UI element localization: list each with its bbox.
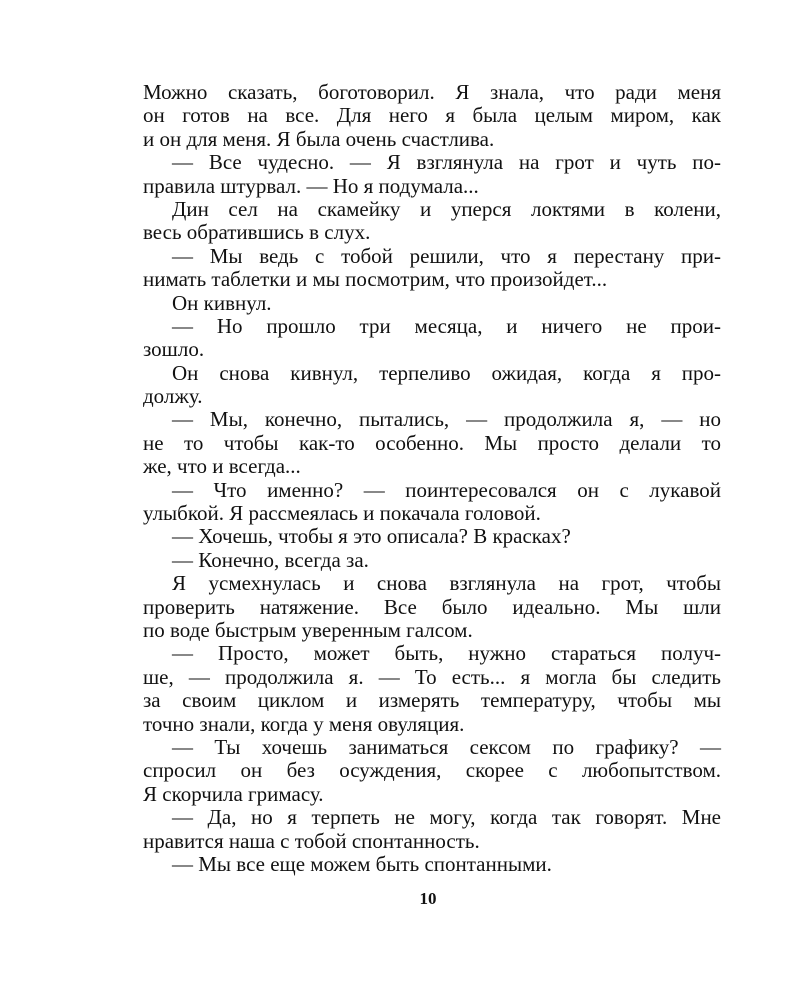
text-line: нравится наша с тобой спонтанность. <box>143 828 480 853</box>
text-line: по воде быстрым уверенным галсом. <box>143 617 473 642</box>
text-line: Можно сказать, боготоворил. Я знала, что ради меня <box>143 80 721 104</box>
text-line: — Что именно? — поинтересовался он с лукавой <box>172 477 721 502</box>
text-line: — Мы все еще можем быть спонтанными. <box>172 851 552 876</box>
text-line: за своим циклом и измерять температуру, чтобы мы <box>143 688 721 713</box>
text-line: спросил он без осуждения, скорее с любопытством. <box>143 758 721 783</box>
text-line: — Конечно, всегда за. <box>172 547 369 572</box>
text-line: — Мы ведь с тобой решили, что я перестану при- <box>172 243 721 268</box>
text-line: Я усмехнулась и снова взглянула на грот, чтобы <box>172 571 721 596</box>
page-number: 10 <box>419 889 437 908</box>
text-line: он готов на все. Для него я была целым миром, как <box>143 103 721 128</box>
text-line: — Но прошло три месяца, и ничего не прои- <box>172 313 721 338</box>
text-line: — Все чудесно. — Я взглянула на грот и чуть по- <box>172 150 721 175</box>
text-line: — Ты хочешь заниматься сексом по графику? — <box>172 734 721 759</box>
text-line: весь обратившись в слух. <box>143 220 371 245</box>
text-line: нимать таблетки и мы посмотрим, что произойдет... <box>143 267 608 292</box>
text-line: Он снова кивнул, терпеливо ожидая, когда я про- <box>172 360 721 385</box>
text-line: правила штурвал. — Но я подумала... <box>143 173 479 198</box>
text-line: — Хочешь, чтобы я это описала? В красках? <box>172 524 571 549</box>
text-line: зошло. <box>143 337 205 362</box>
text-line: не то чтобы как-то особенно. Мы просто делали то <box>143 430 721 455</box>
text-line: же, что и всегда... <box>143 454 301 479</box>
text-line: Я скорчила гримасу. <box>143 781 324 806</box>
text-line: — Мы, конечно, пытались, — продолжила я, — но <box>172 407 721 432</box>
text-line: и он для меня. Я была очень счастлива. <box>143 126 495 151</box>
text-line: улыбкой. Я рассмеялась и покачала головой. <box>143 501 541 526</box>
text-line: ше, — продолжила я. — То есть... я могла бы следить <box>143 664 721 689</box>
text-line: Дин сел на скамейку и уперся локтями в колени, <box>172 196 721 221</box>
text-line: точно знали, когда у меня овуляция. <box>143 711 465 736</box>
text-line: должу. <box>143 384 203 409</box>
text-line: — Просто, может быть, нужно стараться получ- <box>172 641 721 666</box>
body-text <box>143 81 721 876</box>
text-line: проверить натяжение. Все было идеально. Мы шли <box>143 594 721 619</box>
text-line: Он кивнул. <box>172 290 272 315</box>
text-line: — Да, но я терпеть не могу, когда так говорят. Мне <box>172 805 721 830</box>
